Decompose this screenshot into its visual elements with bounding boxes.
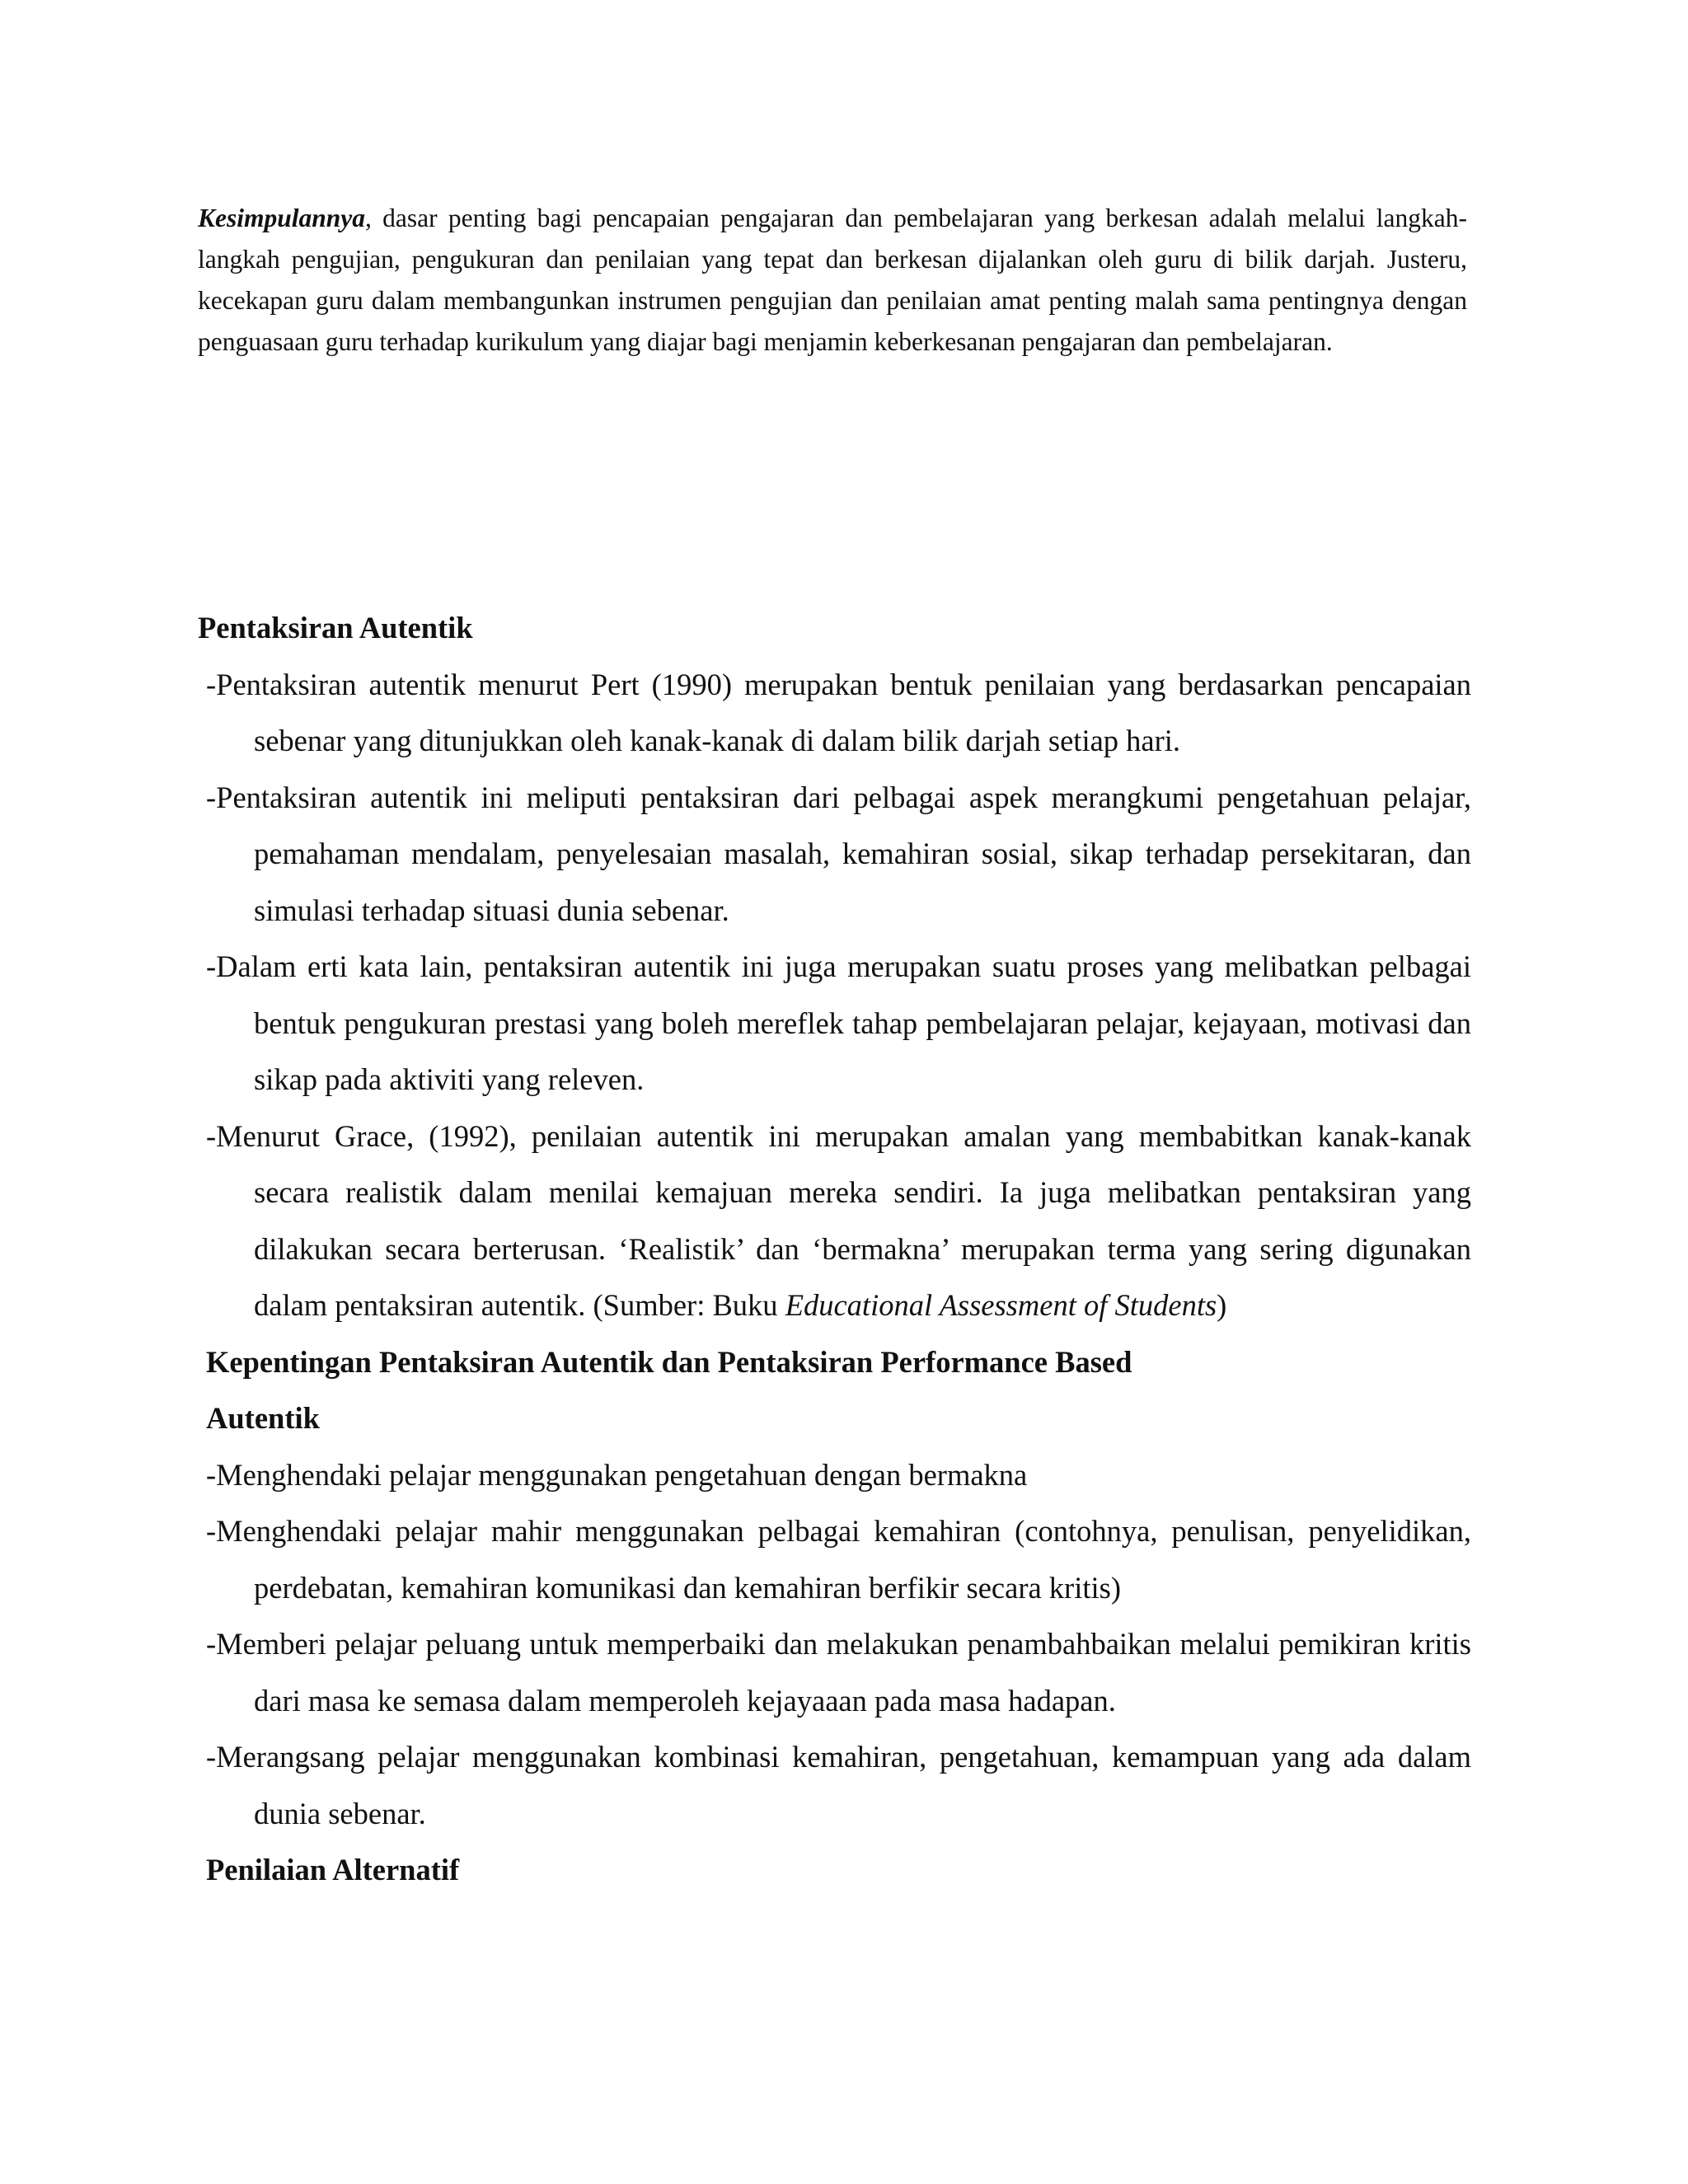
list-item: -Pentaksiran autentik menurut Pert (1990) merupakan bentuk penilaian yang berdasarkan pencapaian sebenar yang ditunjukkan oleh kanak-kanak di dalam bilik darjah setiap hari. xyxy=(206,667,1471,757)
list-item: -Menghendaki pelajar menggunakan pengetahuan dengan bermakna xyxy=(206,1457,1028,1492)
list-item-grace xyxy=(198,1108,1471,1334)
list-item: -Dalam erti kata lain, pentaksiran autentik ini juga merupakan suatu proses yang melibatkan pelbagai bentuk pengukuran prestasi yang boleh mereflek tahap pembelajaran pelajar, kejayaan, motivasi dan sikap pada aktiviti yang releven. xyxy=(206,949,1471,1096)
grace-close: ) xyxy=(1217,1288,1227,1322)
heading-kepentingan: Kepentingan Pentaksiran Autentik dan Pentaksiran Performance Based xyxy=(206,1344,1132,1379)
list-item: -Memberi pelajar peluang untuk memperbaiki dan melakukan penambahbaikan melalui pemikiran kritis dari masa ke semasa dalam memperoleh kejayaaan pada masa hadapan. xyxy=(206,1627,1471,1718)
book-title: Educational Assessment of Students xyxy=(785,1288,1217,1322)
list-item: -Merangsang pelajar menggunakan kombinasi kemahiran, pengetahuan, kemampuan yang ada dalam dunia sebenar. xyxy=(206,1740,1471,1830)
list-item: -Pentaksiran autentik ini meliputi pentaksiran dari pelbagai aspek merangkumi pengetahuan pelajar, pemahaman mendalam, penyelesaian masalah, kemahiran sosial, sikap terhadap persekitaran, dan simulasi terhadap situasi dunia sebenar. xyxy=(206,780,1471,927)
main-content xyxy=(198,600,1471,1899)
heading-pentaksiran-autentik: Pentaksiran Autentik xyxy=(198,611,473,644)
list-item: -Menghendaki pelajar mahir menggunakan pelbagai kemahiran (contohnya, penulisan, penyelidikan, perdebatan, kemahiran komunikasi dan kemahiran berfikir secara kritis) xyxy=(206,1514,1471,1605)
subheading-autentik: Autentik xyxy=(206,1401,320,1435)
grace-text: -Menurut Grace, (1992), penilaian autentik ini merupakan amalan yang membabitkan kanak-kanak secara realistik dalam menilai kemajuan mereka sendiri. Ia juga melibatkan pentaksiran yang dilakukan secara berterusan. ‘Realistik’ dan ‘bermakna’ merupakan terma yang sering digunakan dalam pentaksiran autentik. (Sumber: Buku xyxy=(206,1118,1471,1322)
heading-penilaian-alternatif: Penilaian Alternatif xyxy=(206,1853,460,1886)
conclusion-lead: Kesimpulannya xyxy=(198,204,366,232)
conclusion-text: , dasar penting bagi pencapaian pengajaran dan pembelajaran yang berkesan adalah melalui langkah-langkah pengujian, pengukuran dan penilaian yang tepat dan berkesan dijalankan oleh guru di bilik darjah. Justeru, kecekapan guru dalam membangunkan instrumen pengujian dan penilaian amat penting malah sama pentingnya dengan penguasaan guru terhadap kurikulum yang diajar bagi menjamin keberkesanan pengajaran dan pembelajaran. xyxy=(198,204,1467,356)
conclusion-paragraph xyxy=(198,198,1467,363)
